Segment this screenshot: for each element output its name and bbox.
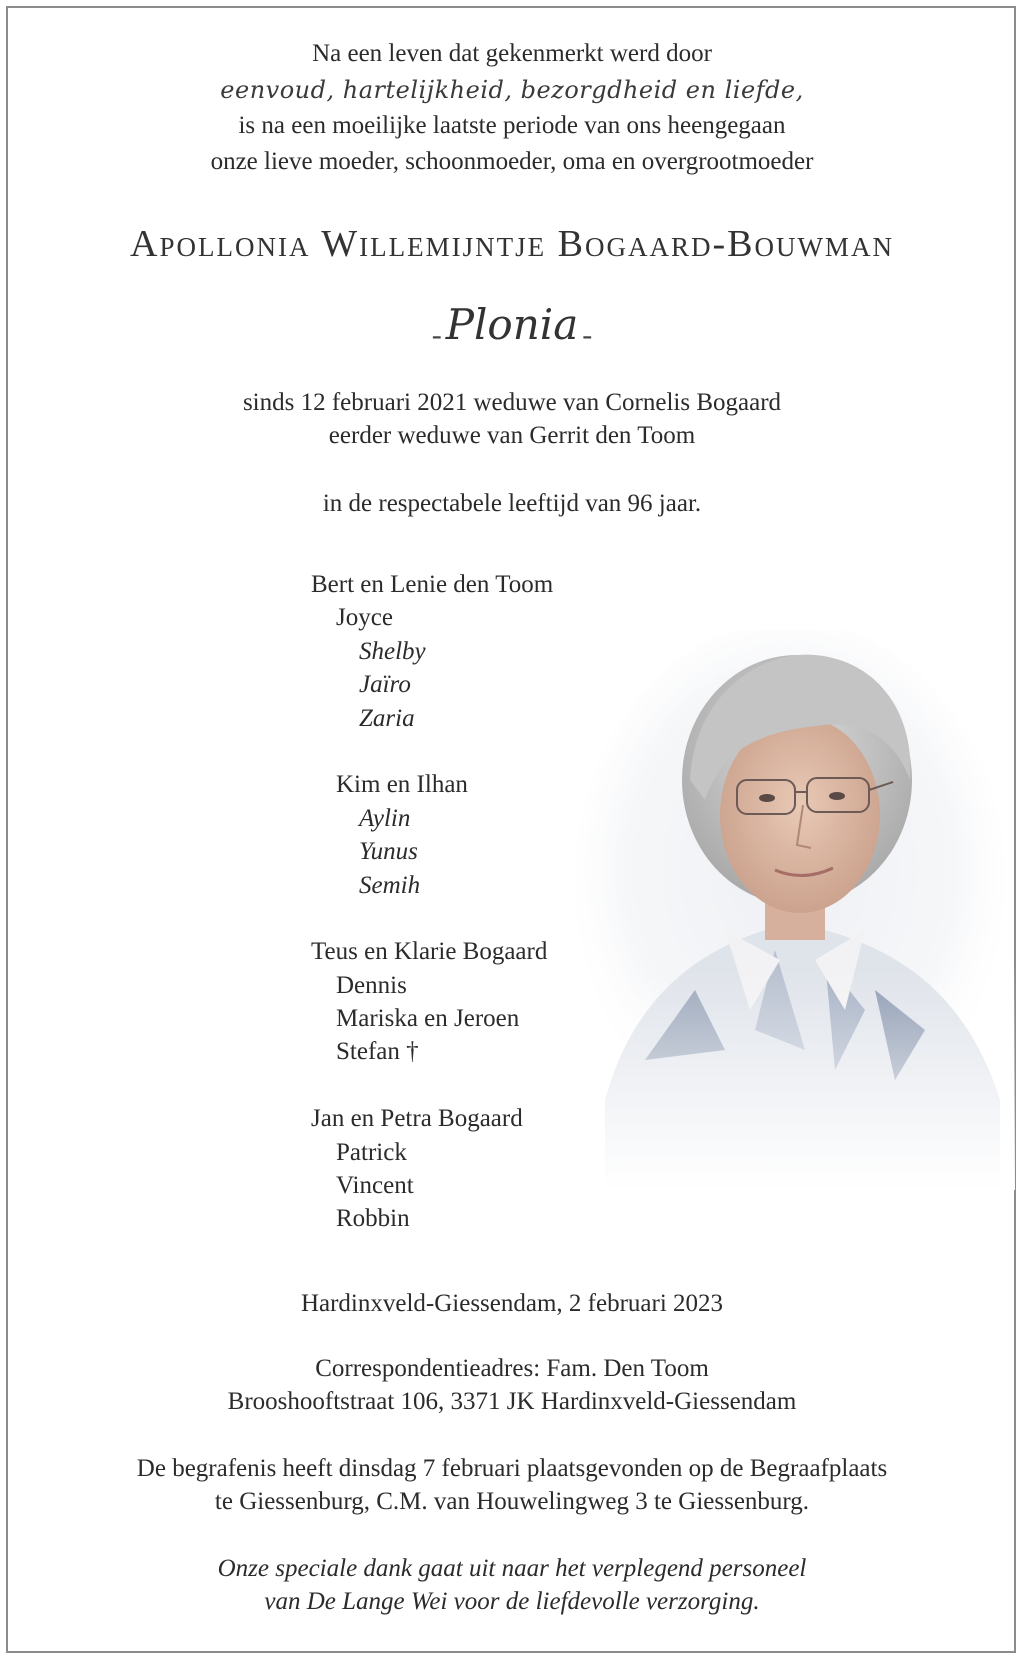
funeral-line-1: De begrafenis heeft dinsdag 7 februari plaatsgevonden op de Begraafplaats <box>136 1455 888 1482</box>
family-spacer <box>311 735 641 768</box>
thanks-block <box>0 1552 1024 1618</box>
deceased-name-block <box>0 222 1024 266</box>
family-child: Stefan † <box>336 1038 419 1066</box>
widow-line-2: eerder weduwe van Gerrit den Toom <box>328 422 696 449</box>
widow-details <box>0 386 1024 452</box>
intro-script-line: eenvoud, hartelijkheid, bezorgdheid en liefde, <box>220 76 804 104</box>
family-grandchild: Yunus <box>359 838 418 866</box>
thanks-line-2: van De Lange Wei voor de liefdevolle verzorging. <box>264 1588 760 1615</box>
family-grandchild: Jaïro <box>359 671 411 699</box>
widow-line-1: sinds 12 februari 2021 weduwe van Cornelis Bogaard <box>242 389 782 416</box>
family-child: Dennis <box>336 971 407 999</box>
place-date-block <box>0 1286 1024 1322</box>
nickname-dash-right: - <box>582 318 593 352</box>
family-child: Kim en Ilhan <box>336 771 468 799</box>
correspondence-line-1: Correspondentieadres: Fam. Den Toom <box>315 1355 709 1382</box>
family-list <box>311 568 641 1236</box>
family-spacer <box>311 1069 641 1102</box>
funeral-block <box>0 1452 1024 1518</box>
place-date: Hardinxveld-Giessendam, 2 februari 2023 <box>300 1290 724 1317</box>
nickname-dash-left: - <box>431 318 442 352</box>
correspondence-block <box>0 1352 1024 1418</box>
funeral-line-2: te Giessenburg, C.M. van Houwelingweg 3 te Giessenburg. <box>214 1488 810 1515</box>
intro-block <box>0 36 1024 180</box>
family-child: Mariska en Jeroen <box>336 1005 520 1033</box>
intro-line-4: onze lieve moeder, schoonmoeder, oma en overgrootmoeder <box>210 148 814 175</box>
nickname-block <box>0 300 1024 352</box>
deceased-nickname: Plonia <box>445 300 579 349</box>
family-child: Patrick <box>336 1138 407 1166</box>
age-block <box>0 486 1024 522</box>
thanks-line-1: Onze speciale dank gaat uit naar het verplegend personeel <box>217 1555 807 1582</box>
family-grandchild: Semih <box>359 871 421 899</box>
family-grandchild: Zaria <box>359 704 415 732</box>
correspondence-line-2: Brooshooftstraat 106, 3371 JK Hardinxveld-Giessendam <box>227 1388 797 1415</box>
family-grandchild: Aylin <box>359 804 411 832</box>
family-couple: Jan en Petra Bogaard <box>311 1105 523 1133</box>
family-grandchild: Shelby <box>359 637 426 665</box>
age-line: in de respectabele leeftijd van 96 jaar. <box>322 490 702 517</box>
family-child: Vincent <box>336 1172 414 1200</box>
family-child: Robbin <box>336 1205 410 1233</box>
intro-line-1: Na een leven dat gekenmerkt werd door <box>312 40 712 67</box>
deceased-full-name: Apollonia Willemijntje Bogaard-Bouwman <box>130 223 894 265</box>
intro-line-3: is na een moeilijke laatste periode van ons heengegaan <box>238 112 786 139</box>
family-couple: Teus en Klarie Bogaard <box>311 938 548 966</box>
family-child: Joyce <box>336 604 393 632</box>
portrait-photo <box>575 630 1015 1190</box>
family-spacer <box>311 902 641 935</box>
family-couple: Bert en Lenie den Toom <box>311 571 554 598</box>
